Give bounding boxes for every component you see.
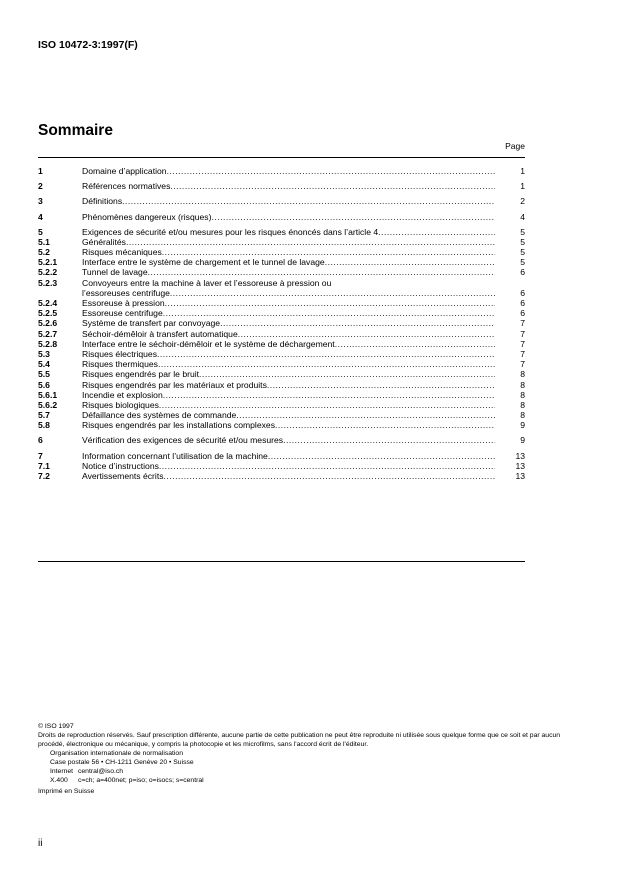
toc-leader <box>162 247 495 257</box>
toc-entry <box>38 451 525 461</box>
toc-page: 13 <box>515 450 525 461</box>
toc-page: 6 <box>520 298 525 309</box>
toc-label: Domaine d’application <box>82 165 167 176</box>
toc-page: 7 <box>520 359 525 370</box>
toc-label: Système de transfert par convoyage <box>82 318 221 329</box>
toc-leader <box>335 339 495 349</box>
toc-number: 7.2 <box>38 471 50 482</box>
toc-number: 5.2.2 <box>38 267 58 278</box>
toc-leader <box>220 318 495 328</box>
toc-label: Notice d’instructions <box>82 460 159 471</box>
toc-entry <box>38 329 525 339</box>
toc-entry <box>38 471 525 481</box>
toc-number: 5.1 <box>38 236 50 247</box>
toc-label: Convoyeurs entre la machine à laver et l’essoreuse à pression ou <box>82 277 332 288</box>
toc-page: 13 <box>515 471 525 482</box>
toc-leader <box>163 308 495 318</box>
page-number: ii <box>38 838 43 849</box>
toc-page: 5 <box>520 236 525 247</box>
toc-label: Risques engendrés par les matériaux et produits <box>82 379 267 390</box>
internet-line <box>38 767 578 776</box>
toc-label: Incendie et explosion <box>82 389 163 400</box>
toc-label: Risques thermiques <box>82 359 158 370</box>
toc-entry <box>38 237 525 247</box>
toc-entry <box>38 339 525 349</box>
toc-page: 6 <box>520 267 525 278</box>
toc-entry <box>38 349 525 359</box>
toc-label: Risques électriques <box>82 348 157 359</box>
toc-entry <box>38 227 525 237</box>
toc-entry <box>38 196 525 206</box>
toc-label: Phénomènes dangereux (risques) <box>82 211 212 222</box>
document-id: ISO 10472-3:1997(F) <box>38 39 138 51</box>
toc-page: 8 <box>520 389 525 400</box>
page-title: Sommaire <box>38 122 113 139</box>
x400-label: X.400 <box>50 777 68 784</box>
toc-entry <box>38 298 525 308</box>
toc-entry <box>38 380 525 390</box>
toc-number: 1 <box>38 165 43 176</box>
toc-number: 5.2.3 <box>38 277 58 288</box>
toc-entry <box>38 268 525 278</box>
toc-number: 5.2.4 <box>38 298 58 309</box>
toc-leader <box>164 471 495 481</box>
toc-leader <box>268 451 495 461</box>
toc-number: 5.7 <box>38 410 50 421</box>
org-name: Organisation internationale de normalisation <box>50 750 183 757</box>
toc-number: 5.4 <box>38 359 50 370</box>
toc-leader <box>159 461 495 471</box>
toc-page: 5 <box>520 247 525 258</box>
toc-page: 8 <box>520 399 525 410</box>
toc-page: 6 <box>520 308 525 319</box>
toc-page: 4 <box>520 211 525 222</box>
toc-entry <box>38 461 525 471</box>
toc-label: Risques engendrés par les installations complexes <box>82 420 275 431</box>
toc-entry <box>38 390 525 400</box>
toc-number: 6 <box>38 435 43 446</box>
toc-entry <box>38 278 525 288</box>
toc-label: Exigences de sécurité et/ou mesures pour les risques énoncés dans l’article 4 <box>82 226 379 237</box>
toc-number: 5.3 <box>38 348 50 359</box>
toc-leader <box>170 181 495 191</box>
toc-number: 5.5 <box>38 369 50 380</box>
toc-leader <box>158 359 495 369</box>
table-of-contents <box>38 166 525 481</box>
copyright-footer <box>38 722 578 796</box>
toc-leader <box>170 288 495 298</box>
toc-entry-continuation <box>38 288 525 298</box>
toc-label: Défaillance des systèmes de commande <box>82 410 237 421</box>
toc-label: Risques mécaniques <box>82 247 162 258</box>
toc-entry <box>38 436 525 446</box>
toc-page: 6 <box>520 287 525 298</box>
toc-number: 5.6.1 <box>38 389 58 400</box>
toc-number: 5.2 <box>38 247 50 258</box>
toc-page: 7 <box>520 318 525 329</box>
toc-entry <box>38 410 525 420</box>
toc-entry <box>38 400 525 410</box>
toc-page: 7 <box>520 328 525 339</box>
toc-page: 8 <box>520 369 525 380</box>
toc-page: 2 <box>520 196 525 207</box>
toc-label: Vérification des exigences de sécurité et/ou mesures <box>82 435 284 446</box>
toc-entry <box>38 420 525 430</box>
toc-entry <box>38 369 525 379</box>
toc-number: 5.2.7 <box>38 328 58 339</box>
toc-page: 7 <box>520 348 525 359</box>
toc-label: Références normatives <box>82 181 171 192</box>
toc-leader <box>378 227 495 237</box>
toc-entry <box>38 247 525 257</box>
toc-page: 9 <box>520 435 525 446</box>
copyright-line: © ISO 1997 <box>38 723 74 730</box>
toc-leader <box>211 212 495 222</box>
toc-number: 3 <box>38 196 43 207</box>
toc-number: 5.2.5 <box>38 308 58 319</box>
toc-label: Avertissements écrits <box>82 471 164 482</box>
toc-number: 5.6.2 <box>38 399 58 410</box>
toc-entry <box>38 212 525 222</box>
toc-entry <box>38 181 525 191</box>
rights-notice: Droits de reproduction réservés. Sauf prescription différente, aucune partie de cette publication ne peut être reproduite ni utilisée sous quelque forme que ce soit et par aucun procédé, électronique ou mécanique, y compris la photocopie et les microfilms, sans l'accord écrit de l'éditeur. <box>38 732 561 748</box>
toc-leader <box>238 329 495 339</box>
internet-value: central@iso.ch <box>78 768 124 775</box>
toc-label: Interface entre le système de chargement et le tunnel de lavage <box>82 257 325 268</box>
toc-leader <box>163 390 495 400</box>
toc-label: Séchoir-démêloir à transfert automatique <box>82 328 238 339</box>
toc-number: 5.8 <box>38 420 50 431</box>
toc-label: Risques biologiques <box>82 399 159 410</box>
toc-entry <box>38 166 525 176</box>
top-rule <box>38 157 525 158</box>
toc-page: 13 <box>515 460 525 471</box>
org-address: Case postale 56 • CH-1211 Genève 20 • Suisse <box>50 759 194 766</box>
toc-label: Généralités <box>82 236 126 247</box>
toc-page: 9 <box>520 420 525 431</box>
bottom-rule <box>38 561 525 562</box>
toc-page: 8 <box>520 410 525 421</box>
toc-leader <box>267 380 495 390</box>
toc-leader <box>325 257 495 267</box>
x400-line <box>38 776 578 785</box>
toc-page: 1 <box>520 165 525 176</box>
toc-number: 7.1 <box>38 460 50 471</box>
printed-in: Imprimé en Suisse <box>38 788 95 795</box>
toc-leader <box>122 196 495 206</box>
toc-leader <box>275 420 495 430</box>
toc-number: 7 <box>38 450 43 461</box>
toc-number: 5 <box>38 226 43 237</box>
internet-label: Internet <box>50 768 74 775</box>
toc-number: 5.2.1 <box>38 257 58 268</box>
toc-leader <box>236 410 495 420</box>
toc-label: Essoreuse centrifuge <box>82 308 163 319</box>
toc-number: 5.2.8 <box>38 338 58 349</box>
toc-leader <box>283 435 495 445</box>
toc-number: 5.2.6 <box>38 318 58 329</box>
toc-label: Risques engendrés par le bruit <box>82 369 200 380</box>
toc-number: 2 <box>38 181 43 192</box>
toc-page: 5 <box>520 226 525 237</box>
toc-page: 5 <box>520 257 525 268</box>
toc-leader <box>126 237 495 247</box>
toc-label: l’essoreuses centrifuge <box>82 287 170 298</box>
toc-number: 5.6 <box>38 379 50 390</box>
toc-label: Interface entre le séchoir-démêloir et le système de déchargement <box>82 338 335 349</box>
toc-entry <box>38 308 525 318</box>
toc-label: Information concernant l’utilisation de la machine <box>82 450 268 461</box>
toc-leader <box>167 166 495 176</box>
toc-leader <box>159 400 495 410</box>
toc-number: 4 <box>38 211 43 222</box>
toc-leader <box>148 267 495 277</box>
toc-page: 7 <box>520 338 525 349</box>
page-column-label: Page <box>505 141 525 151</box>
toc-leader <box>165 298 495 308</box>
toc-entry <box>38 318 525 328</box>
toc-label: Définitions <box>82 196 123 207</box>
toc-label: Tunnel de lavage <box>82 267 148 278</box>
toc-entry <box>38 257 525 267</box>
toc-leader <box>157 349 495 359</box>
toc-entry <box>38 359 525 369</box>
toc-leader <box>199 369 495 379</box>
toc-label: Essoreuse à pression <box>82 298 165 309</box>
toc-page: 1 <box>520 181 525 192</box>
toc-page: 8 <box>520 379 525 390</box>
x400-value: c=ch; a=400net; p=iso; o=isocs; s=central <box>78 777 204 784</box>
